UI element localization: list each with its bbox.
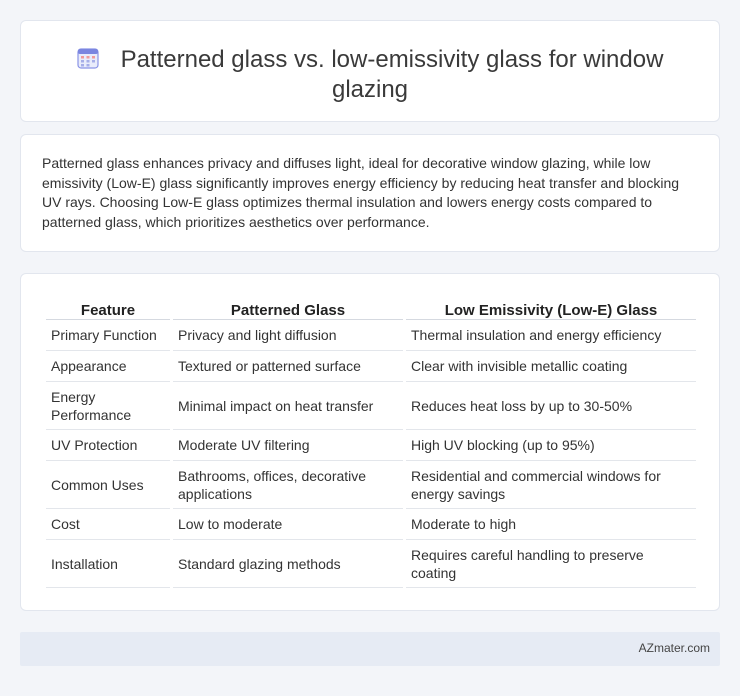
table-row — [46, 320, 696, 351]
table-row — [46, 509, 696, 540]
summary-text: Patterned glass enhances privacy and diffuses light, ideal for decorative window glazing, while low emissivity (Low-E) glass significantly improves energy efficiency by reducing heat transfer and blocking UV rays. Choosing Low-E glass optimizes thermal insulation and lowers energy costs compared to patterned glass, which prioritizes aesthetics over performance. — [42, 155, 680, 230]
low-e-glass-cell: Requires careful handling to preserve coating — [406, 540, 696, 588]
footer-bar — [20, 632, 720, 666]
title-card — [20, 20, 720, 122]
feature-cell: Installation — [46, 540, 170, 588]
comparison-table-card — [20, 273, 720, 611]
low-e-glass-cell: Clear with invisible metallic coating — [406, 351, 696, 382]
table-row — [46, 540, 696, 588]
summary-card — [20, 134, 720, 252]
patterned-glass-cell: Privacy and light diffusion — [173, 320, 403, 351]
table-row — [46, 351, 696, 382]
page-title: Patterned glass vs. low-emissivity glass for window glazing — [120, 46, 664, 103]
low-e-glass-cell: High UV blocking (up to 95%) — [406, 430, 696, 461]
column-header-low-e-glass: Low Emissivity (Low-E) Glass — [406, 296, 696, 320]
column-header-patterned-glass: Patterned Glass — [173, 296, 403, 320]
low-e-glass-cell: Residential and commercial windows for energy savings — [406, 461, 696, 509]
table-row — [46, 430, 696, 461]
patterned-glass-cell: Low to moderate — [173, 509, 403, 540]
patterned-glass-cell: Minimal impact on heat transfer — [173, 382, 403, 430]
table-row — [46, 461, 696, 509]
table-header-row — [46, 296, 696, 320]
page-title-block — [21, 45, 719, 105]
feature-cell: Appearance — [46, 351, 170, 382]
footer-site-name: AZmater.com — [638, 641, 710, 655]
patterned-glass-cell: Standard glazing methods — [173, 540, 403, 588]
patterned-glass-cell: Moderate UV filtering — [173, 430, 403, 461]
feature-cell: UV Protection — [46, 430, 170, 461]
patterned-glass-cell: Textured or patterned surface — [173, 351, 403, 382]
feature-cell: Primary Function — [46, 320, 170, 351]
patterned-glass-cell: Bathrooms, offices, decorative applications — [173, 461, 403, 509]
feature-cell: Common Uses — [46, 461, 170, 509]
comparison-table — [43, 296, 699, 588]
feature-cell: Energy Performance — [46, 382, 170, 430]
calendar-icon — [77, 47, 99, 69]
low-e-glass-cell: Thermal insulation and energy efficiency — [406, 320, 696, 351]
feature-cell: Cost — [46, 509, 170, 540]
column-header-feature: Feature — [46, 296, 170, 320]
low-e-glass-cell: Reduces heat loss by up to 30-50% — [406, 382, 696, 430]
table-row — [46, 382, 696, 430]
low-e-glass-cell: Moderate to high — [406, 509, 696, 540]
